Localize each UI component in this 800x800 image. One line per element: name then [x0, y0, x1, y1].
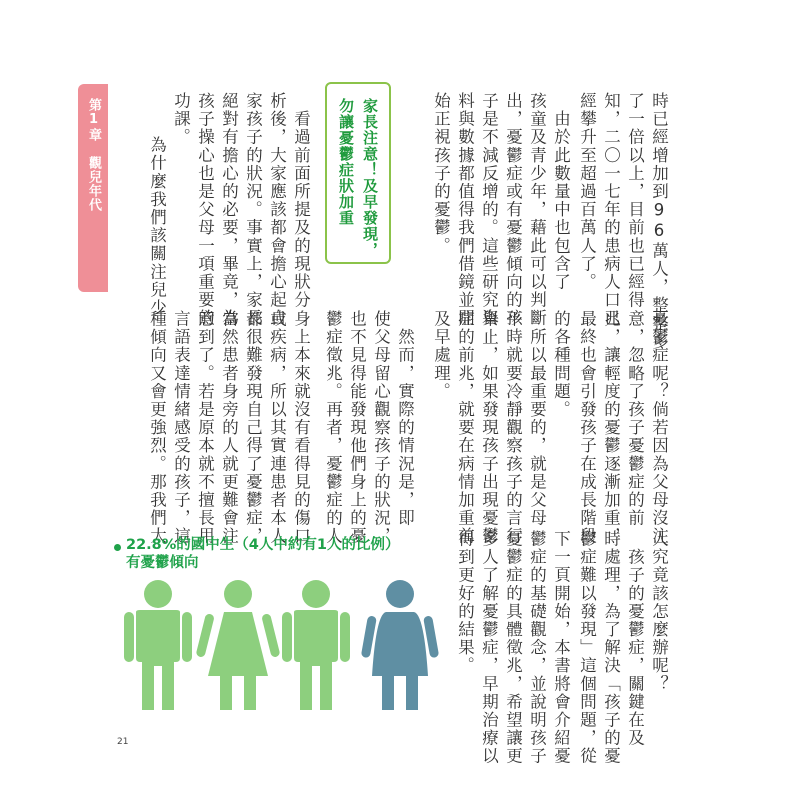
- text-column: 使父母留心觀察孩子的狀況，: [371, 310, 391, 546]
- text-column: 意到了。若是原本就不擅長用: [195, 310, 215, 546]
- text-column: 時處理，為了解決「孩子的憂: [601, 530, 621, 766]
- text-column: 也不見得能發現他們身上的憂: [347, 310, 367, 546]
- text-column: 舉止，如果發現孩子出現憂鬱: [479, 310, 499, 546]
- infographic-title-line-2: 有憂鬱傾向: [126, 555, 199, 572]
- text-column: 孩子操心也是父母一項重要的: [195, 92, 215, 328]
- text-column: 了一倍以上，目前也已經得: [625, 92, 645, 310]
- chapter-tab-label: 第1章 觀兒年代: [86, 98, 101, 212]
- text-column: 平時就要冷靜觀察孩子的言行: [503, 310, 523, 546]
- chapter-tab: [78, 84, 108, 292]
- text-column: 看過前面所提及的現狀分: [291, 92, 311, 310]
- text-column: 料與數據都值得我們借鏡並開: [455, 92, 475, 328]
- text-column: 時已經增加到96萬人，整整多: [649, 92, 669, 351]
- text-column: 人究竟該怎麼辦呢？: [649, 530, 669, 693]
- callout-line-2: 勿讓憂鬱症狀加重: [337, 98, 355, 226]
- text-column: 功課。: [171, 92, 191, 147]
- infographic-title: [126, 536, 399, 572]
- text-column: 的各種問題。: [551, 310, 571, 419]
- text-column: 多人了解憂鬱症，早期治療以: [479, 530, 499, 766]
- text-column: 身上本來就沒有看得見的傷口: [291, 310, 311, 546]
- woman-figure-icon: [195, 580, 280, 710]
- text-column: 然而，實際的情況是，即: [395, 310, 415, 528]
- text-column: 下一頁開始，本書將會介紹憂: [551, 530, 571, 766]
- bullet-dot-icon: [114, 544, 121, 551]
- text-column: 經攀升至超過百萬人了。: [577, 92, 597, 292]
- text-column: 子是不減反增的。這些研究資: [479, 92, 499, 328]
- people-figures: [118, 580, 458, 710]
- text-column: 孩子的憂鬱症，關鍵在及: [625, 530, 645, 748]
- text-column: 知，二〇一七年的患病人口已: [601, 92, 621, 328]
- text-column: 始正視孩子的憂鬱。: [431, 92, 451, 255]
- text-column: 或疾病，所以其實連患者本人: [267, 310, 287, 546]
- text-column: 症的前兆，就要在病情加重前: [455, 310, 475, 546]
- page-number: 21: [117, 737, 129, 747]
- text-column: 家孩子的狀況。事實上，家長: [243, 92, 263, 328]
- infographic-title-line-1: 22.8%的國中生（4人中約有1人的比例）: [126, 537, 400, 553]
- text-column: 兆，讓輕度的憂鬱逐漸加重，: [601, 310, 621, 546]
- text-column: 當然患者身旁的人就更難會注: [219, 310, 239, 546]
- callout-box: [325, 82, 391, 264]
- man-figure-icon: [282, 580, 350, 710]
- text-column: 憂鬱症的具體徵兆，希望讓更: [503, 530, 523, 766]
- text-column: 析後，大家應該都會擔心起自: [267, 92, 287, 328]
- text-column: 出，憂鬱症或有憂鬱傾向的孩: [503, 92, 523, 328]
- text-column: 意，忽略了孩子憂鬱症的前: [625, 310, 645, 528]
- man-figure-icon: [124, 580, 192, 710]
- text-column: 種傾向又會更強烈。那我們大: [147, 310, 167, 546]
- text-column: 為什麼我們該關注兒少: [147, 118, 167, 318]
- text-column: 得到更好的結果。: [455, 530, 475, 675]
- text-column: 都很難發現自己得了憂鬱症，: [243, 310, 263, 546]
- text-column: 鬱症徵兆。再者，憂鬱症的人: [323, 310, 343, 546]
- text-column: 由於此數量中也包含了: [551, 92, 571, 292]
- text-column: 鬱症難以發現」這個問題，從: [577, 530, 597, 766]
- text-column: 及早處理。: [431, 310, 451, 401]
- text-column: 最終也會引發孩子在成長階段: [577, 310, 597, 546]
- text-column: 言語表達情緒感受的孩子，這: [171, 310, 191, 546]
- text-column: 鬱症的基礎觀念，並說明孩子: [527, 530, 547, 766]
- text-column: 孩童及青少年，藉此可以判斷: [527, 92, 547, 328]
- text-column: 憂鬱症呢？倘若因為父母沒注: [649, 310, 669, 546]
- text-column: 所以最重要的，就是父母: [527, 310, 547, 528]
- highlighted-woman-figure-icon: [361, 580, 439, 710]
- text-column: 絕對有擔心的必要，畢竟，為: [219, 92, 239, 328]
- callout-line-1: 家長注意！及早發現，: [361, 98, 379, 258]
